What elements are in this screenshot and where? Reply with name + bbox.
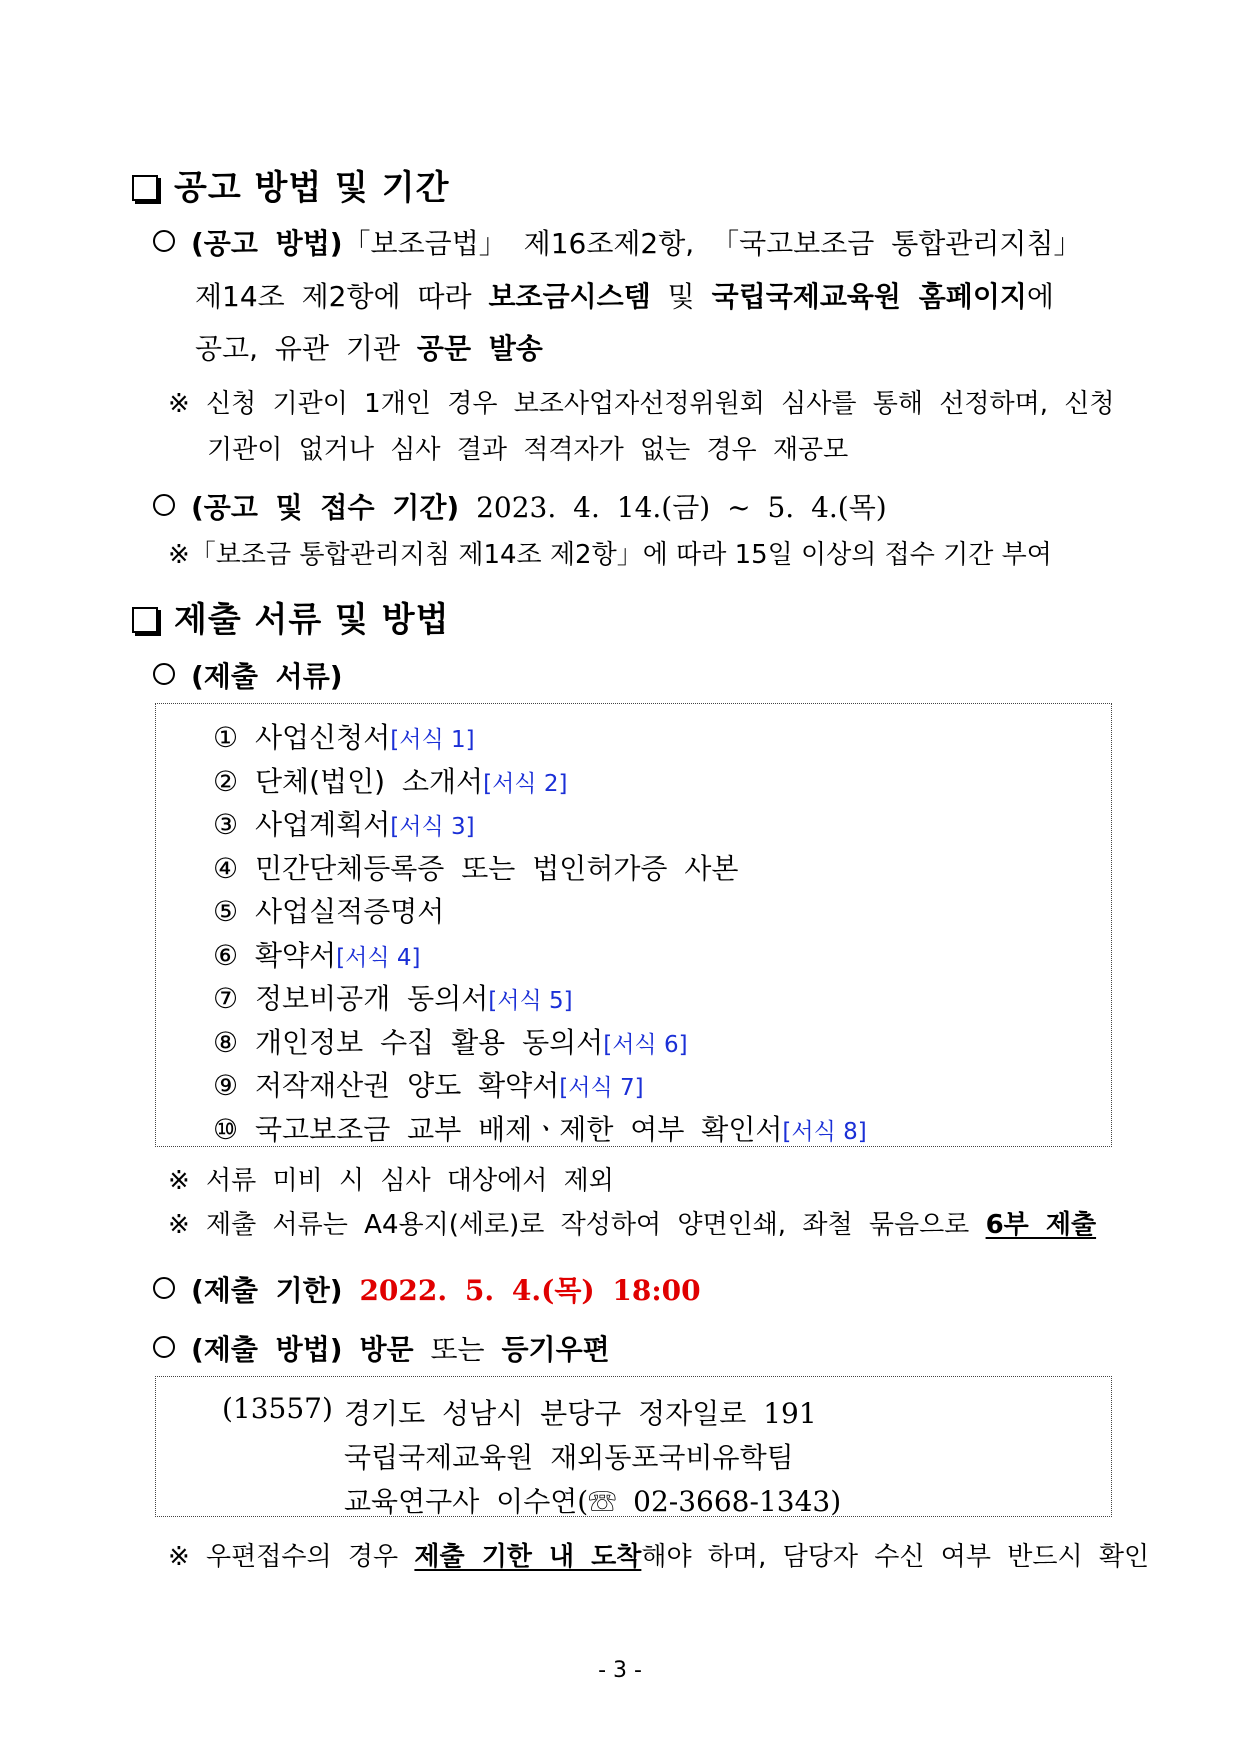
document-item: [213, 1064, 644, 1104]
document-number: ⑧: [213, 1025, 239, 1059]
document-name: 단체(법인) 소개서: [255, 764, 484, 798]
note5-text-c: 해야 하며, 담당자 수신 여부 반드시 확인: [641, 1542, 1150, 1572]
method-text-2a: 제14조 제2항에 따라: [195, 280, 489, 313]
note3: ※ 서류 미비 시 심사 대상에서 제외: [168, 1166, 614, 1196]
document-name: 개인정보 수집 활용 동의서: [255, 1025, 604, 1059]
method-official-letter: 공문 발송: [416, 332, 543, 365]
section2-title: 제출 서류 및 방법: [174, 600, 450, 640]
document-name: 사업신청서: [255, 721, 391, 754]
document-number: ⑩: [213, 1112, 239, 1146]
note1-line1: ※ 신청 기관이 1개인 경우 보조사업자선정위원회 심사를 통해 선정하며, 신청: [168, 389, 1115, 419]
document-number: ⑨: [213, 1069, 239, 1102]
circle-bullet-icon: [153, 1277, 175, 1299]
document-name: 정보비공개 동의서: [255, 982, 489, 1015]
document-form-ref: [서식 7]: [559, 1075, 644, 1101]
submit-method-line: [153, 1328, 610, 1368]
address-zip: (13557): [222, 1392, 333, 1425]
contact-name: 교육연구사 이수연(: [344, 1485, 589, 1518]
method-label: (공고 방법): [191, 227, 343, 260]
note4-copies: 6부 제출: [985, 1210, 1097, 1240]
section1-heading: [132, 160, 449, 209]
circle-bullet-icon: [153, 230, 175, 252]
submit-method-label: (제출 방법): [191, 1333, 343, 1366]
document-name: 민간단체등록증 또는 법인허가증 사본: [255, 851, 739, 885]
docs-label: (제출 서류): [191, 660, 343, 693]
method-text-1: 「보조금법」 제16조제2항, 「국고보조금 통합관리지침」: [342, 227, 1082, 260]
method-registered-mail: 등기우편: [501, 1333, 610, 1366]
note4-text: ※ 제출 서류는 A4용지(세로)로 작성하여 양면인쇄, 좌철 묶음으로: [168, 1210, 986, 1240]
method-line1: [153, 222, 1082, 262]
section2-heading: [132, 592, 449, 641]
document-item: [213, 803, 475, 843]
method-system: 보조금시스템: [488, 280, 651, 313]
docs-label-line: [153, 655, 343, 695]
document-item: [213, 1021, 688, 1061]
document-item: [213, 890, 444, 930]
note2: ※「보조금 통합관리지침 제14조 제2항」에 따라 15일 이상의 접수 기간 부여: [168, 540, 1052, 570]
document-form-ref: [서식 8]: [782, 1118, 867, 1145]
document-number: ③: [213, 808, 239, 841]
note5-text-a: ※ 우편접수의 경우: [168, 1542, 415, 1572]
note5: [168, 1536, 1149, 1573]
checkbox-square-icon: [132, 607, 158, 633]
deadline-value: 2022. 5. 4.(목) 18:00: [359, 1274, 701, 1307]
deadline-label: (제출 기한): [191, 1274, 343, 1307]
document-item: [213, 760, 567, 800]
document-item: [213, 716, 475, 756]
document-number: ⑥: [213, 938, 239, 972]
method-line2: [195, 275, 1054, 315]
method-or: 또는: [413, 1333, 502, 1366]
period-label: (공고 및 접수 기간): [191, 491, 460, 524]
address-line1: 경기도 성남시 분당구 정자일로 191: [344, 1397, 817, 1430]
address-line2: 국립국제교육원 재외동포국비유학팀: [344, 1441, 794, 1474]
period-line: [153, 486, 887, 526]
note1-line2: 기관이 없거나 심사 결과 적격자가 없는 경우 재공모: [207, 435, 849, 465]
document-form-ref: [서식 6]: [603, 1031, 688, 1058]
address-line3: [344, 1480, 841, 1520]
note4: [168, 1204, 1096, 1241]
document-item: [213, 977, 573, 1017]
document-name: 사업실적증명서: [255, 895, 445, 928]
method-line3: [195, 327, 543, 367]
contact-phone: 02-3668-1343): [616, 1485, 842, 1518]
document-number: ④: [213, 851, 239, 885]
circle-bullet-icon: [153, 663, 175, 685]
method-text-3a: 공고, 유관 기관: [195, 332, 417, 365]
document-form-ref: [서식 4]: [336, 944, 421, 971]
method-visit: 방문: [359, 1333, 414, 1366]
document-name: 저작재산권 양도 확약서: [255, 1069, 560, 1102]
deadline-line: [153, 1269, 701, 1309]
document-number: ①: [213, 721, 239, 754]
document-name: 국고보조금 교부 배제ㆍ제한 여부 확인서: [255, 1112, 783, 1146]
document-number: ②: [213, 764, 239, 798]
note5-arrival: 제출 기한 내 도착: [414, 1542, 642, 1572]
section1-title: 공고 방법 및 기간: [174, 168, 450, 208]
document-number: ⑤: [213, 895, 239, 928]
circle-bullet-icon: [153, 494, 175, 516]
document-form-ref: [서식 5]: [488, 988, 573, 1014]
document-name: 확약서: [255, 938, 337, 972]
document-number: ⑦: [213, 982, 239, 1015]
page-number: - 3 -: [598, 1658, 642, 1683]
circle-bullet-icon: [153, 1336, 175, 1358]
document-form-ref: [서식 3]: [390, 814, 475, 840]
method-homepage: 국립국제교육원 홈페이지: [711, 280, 1027, 313]
document-form-ref: [서식 2]: [483, 770, 568, 797]
document-form-ref: [서식 1]: [390, 727, 475, 753]
method-text-2e: 에: [1026, 280, 1054, 313]
period-value: 2023. 4. 14.(금) ~ 5. 4.(목): [476, 491, 887, 524]
document-name: 사업계획서: [255, 808, 391, 841]
checkbox-square-icon: [132, 175, 158, 201]
document-item: [213, 847, 738, 887]
method-text-2c: 및: [650, 280, 712, 313]
document-item: [213, 934, 420, 974]
phone-icon: ☏: [588, 1485, 617, 1518]
document-item: [213, 1108, 867, 1148]
